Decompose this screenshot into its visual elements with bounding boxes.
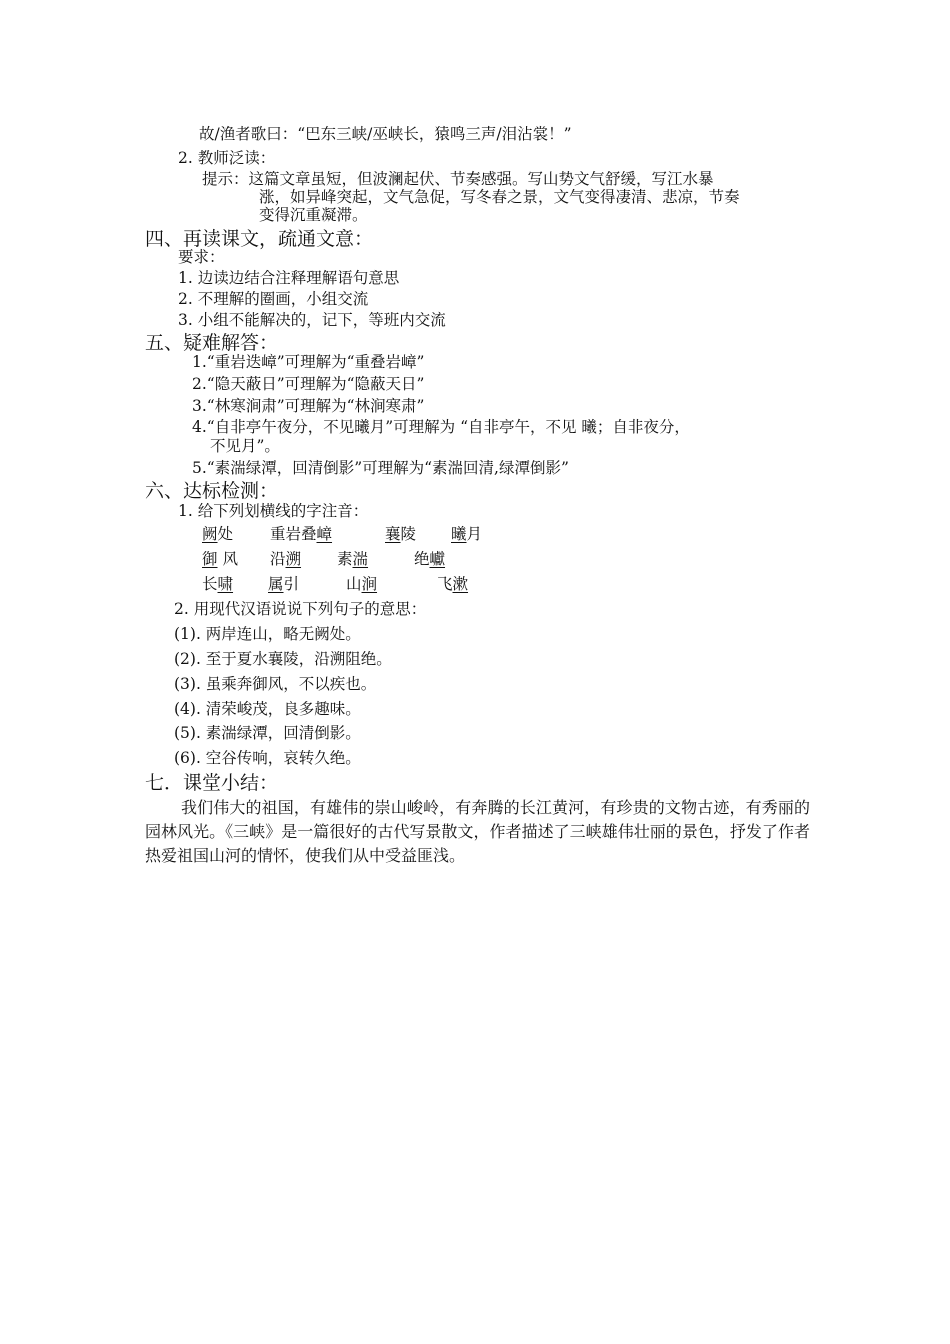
pinyin-item: 山涧: [346, 575, 378, 593]
pinyin-item: 素湍: [337, 550, 369, 568]
text-line: 1. 给下列划横线的字注音：: [178, 502, 369, 520]
section-heading: 五、疑难解答：: [145, 332, 279, 354]
section-heading: 七．课堂小结：: [145, 772, 279, 794]
section-heading: 六、达标检测：: [145, 480, 279, 502]
summary-paragraph: 我们伟大的祖国，有雄伟的崇山峻岭，有奔腾的长江黄河，有珍贵的文物古迹，有秀丽的园林风光。《三峡》是一篇很好的古代写景散文，作者描述了三峡雄伟壮丽的景色，抒发了作者热爱祖国山河的情怀，使我们从中受益匪浅。: [145, 798, 810, 865]
text-line: (4). 清荣峻茂，良多趣味。: [174, 700, 361, 718]
pinyin-item: 曦月: [451, 525, 483, 543]
text-line: 2. 教师泛读：: [178, 149, 276, 167]
text-line: 1.“重岩迭嶂”可理解为“重叠岩嶂”: [192, 353, 425, 371]
text-line: 要求：: [178, 248, 225, 266]
text-line: (6). 空谷传响，哀转久绝。: [174, 749, 361, 767]
text-line: 涨，如异峰突起，文气急促，写冬春之景，文气变得凄清、悲凉，节奏: [259, 188, 740, 206]
text-line: 4.“自非亭午夜分，不见曦月”可理解为 “自非亭午，不见 曦；自非夜分，: [192, 418, 690, 436]
text-line: 5.“素湍绿潭，回清倒影”可理解为“素湍回清,绿潭倒影”: [192, 459, 569, 477]
pinyin-item: 长啸: [202, 575, 234, 593]
text-line: 提示：这篇文章虽短，但波澜起伏、节奏感强。写山势文气舒缓，写江水暴: [202, 170, 714, 188]
pinyin-item: 阙处: [202, 525, 234, 543]
text-line: 3.“林寒涧肃”可理解为“林涧寒肃”: [192, 397, 425, 415]
text-line: (1). 两岸连山，略无阙处。: [174, 625, 361, 643]
pinyin-item: 绝巘: [414, 550, 446, 568]
pinyin-item: 襄陵: [385, 525, 417, 543]
text-line: (3). 虽乘奔御风，不以疾也。: [174, 675, 377, 693]
section-heading: 四、再读课文，疏通文意：: [145, 228, 374, 250]
text-line: 不见月”。: [210, 437, 280, 455]
text-line: 变得沉重凝滞。: [259, 206, 368, 224]
text-line: 2.“隐天蔽日”可理解为“隐蔽天日”: [192, 375, 425, 393]
text-line: (2). 至于夏水襄陵，沿溯阻绝。: [174, 650, 392, 668]
pinyin-item: 御 风: [202, 550, 238, 568]
pinyin-item: 属引: [268, 575, 300, 593]
pinyin-item: 重岩叠嶂: [270, 525, 333, 543]
text-line: 3. 小组不能解决的，记下，等班内交流: [178, 311, 446, 329]
text-line: 故/渔者歌曰：“巴东三峡/巫峡长，猿鸣三声/泪沾裳！”: [199, 125, 572, 143]
pinyin-item: 沿溯: [270, 550, 302, 568]
text-line: 2. 不理解的圈画，小组交流: [178, 290, 369, 308]
text-line: 1. 边读边结合注释理解语句意思: [178, 269, 400, 287]
text-line: (5). 素湍绿潭，回清倒影。: [174, 724, 361, 742]
text-line: 2. 用现代汉语说说下列句子的意思：: [174, 600, 427, 618]
pinyin-item: 飞漱: [437, 575, 469, 593]
